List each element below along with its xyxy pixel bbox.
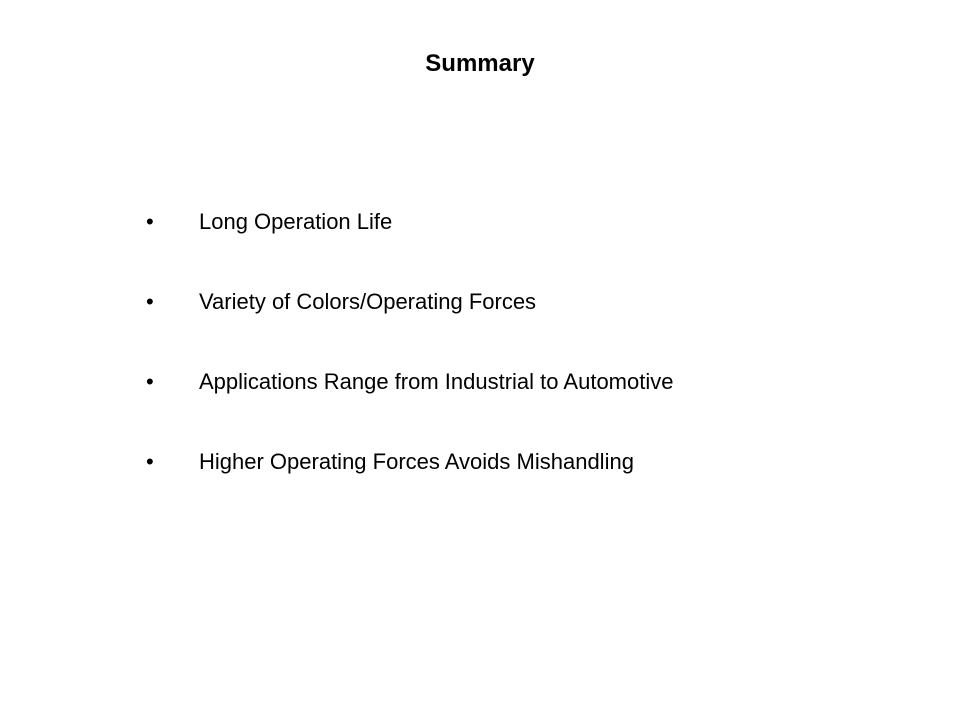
bullet-text: Long Operation Life — [199, 209, 393, 234]
bullet-text: Variety of Colors/Operating Forces — [199, 289, 537, 314]
slide-title: Summary — [425, 50, 535, 77]
bullet-text: Higher Operating Forces Avoids Mishandling — [199, 449, 634, 474]
bullet-icon: • — [146, 289, 154, 314]
bullet-icon: • — [146, 209, 154, 234]
bullet-text: Applications Range from Industrial to Automotive — [199, 369, 674, 394]
bullet-icon: • — [146, 369, 154, 394]
bullet-icon: • — [146, 449, 154, 474]
